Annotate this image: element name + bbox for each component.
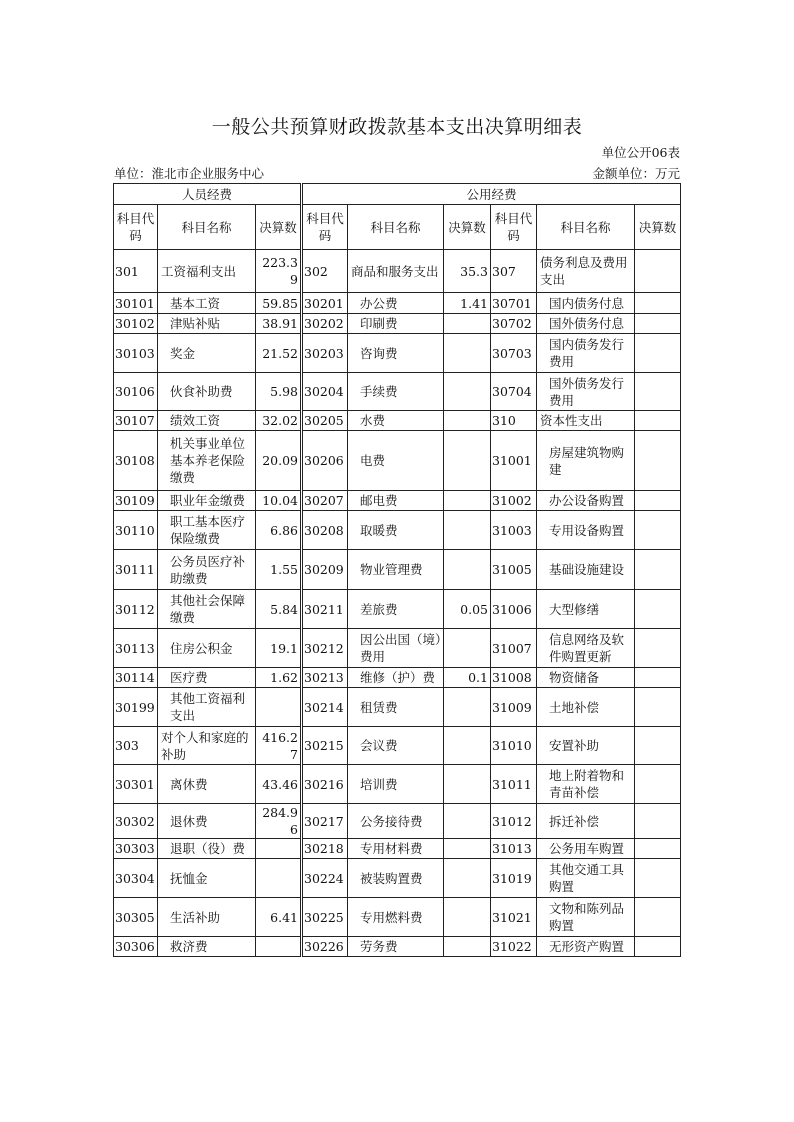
amount-cell: 1.55	[256, 550, 302, 590]
amount-cell	[635, 550, 681, 590]
code-cell: 30201	[302, 293, 348, 314]
amount-cell	[444, 727, 491, 765]
code-cell: 31002	[491, 491, 537, 511]
name-cell: 国外债务付息	[537, 314, 635, 334]
code-cell: 30217	[302, 804, 348, 839]
code-cell: 30114	[114, 668, 158, 688]
table-row	[114, 727, 681, 765]
amount-cell: 1.62	[256, 668, 302, 688]
amount-cell	[444, 491, 491, 511]
amount-cell	[635, 431, 681, 491]
header-code-2: 科目代码	[302, 205, 348, 250]
amount-cell	[444, 314, 491, 334]
code-cell: 301	[114, 250, 158, 293]
name-cell: 会议费	[348, 727, 444, 765]
code-cell: 31006	[491, 590, 537, 629]
name-cell: 劳务费	[348, 937, 444, 957]
amount-cell: 0.05	[444, 590, 491, 629]
budget-table	[113, 183, 681, 957]
code-cell: 31011	[491, 765, 537, 804]
name-cell: 无形资产购置	[537, 937, 635, 957]
amount-cell: 35.3	[444, 250, 491, 293]
code-cell: 30113	[114, 629, 158, 668]
amount-cell	[635, 293, 681, 314]
code-cell: 302	[302, 250, 348, 293]
amount-cell	[444, 937, 491, 957]
code-cell: 30205	[302, 411, 348, 431]
code-cell: 30701	[491, 293, 537, 314]
code-cell: 31010	[491, 727, 537, 765]
name-cell: 房屋建筑物购建	[537, 431, 635, 491]
amount-cell	[635, 314, 681, 334]
group-personnel: 人员经费	[114, 184, 302, 205]
table-row	[114, 293, 681, 314]
header-name-3: 科目名称	[537, 205, 635, 250]
name-cell: 印刷费	[348, 314, 444, 334]
name-cell: 物资储备	[537, 668, 635, 688]
name-cell: 退休费	[158, 804, 256, 839]
name-cell: 咨询费	[348, 334, 444, 373]
name-cell: 救济费	[158, 937, 256, 957]
code-cell: 30214	[302, 688, 348, 727]
name-cell: 电费	[348, 431, 444, 491]
name-cell: 租赁费	[348, 688, 444, 727]
amount-cell: 416.27	[256, 727, 302, 765]
amount-cell: 1.41	[444, 293, 491, 314]
code-cell: 30106	[114, 373, 158, 411]
code-cell: 30702	[491, 314, 537, 334]
amount-cell	[256, 839, 302, 859]
header-name-1: 科目名称	[158, 205, 256, 250]
amount-cell: 21.52	[256, 334, 302, 373]
table-row	[114, 411, 681, 431]
amount-cell	[635, 688, 681, 727]
table-row	[114, 590, 681, 629]
name-cell: 离休费	[158, 765, 256, 804]
amount-cell	[256, 859, 302, 898]
name-cell: 专用燃料费	[348, 898, 444, 937]
code-cell: 30199	[114, 688, 158, 727]
column-header-row	[114, 205, 681, 250]
code-cell: 30101	[114, 293, 158, 314]
code-cell: 30216	[302, 765, 348, 804]
code-cell: 30112	[114, 590, 158, 629]
name-cell: 邮电费	[348, 491, 444, 511]
amount-cell	[635, 629, 681, 668]
table-row	[114, 668, 681, 688]
code-cell: 31009	[491, 688, 537, 727]
code-cell: 31003	[491, 511, 537, 550]
name-cell: 其他社会保障缴费	[158, 590, 256, 629]
name-cell: 土地补偿	[537, 688, 635, 727]
code-cell: 310	[491, 411, 537, 431]
amount-cell: 43.46	[256, 765, 302, 804]
amount-cell	[256, 688, 302, 727]
name-cell: 大型修缮	[537, 590, 635, 629]
amount-cell	[635, 491, 681, 511]
name-cell: 国内债务发行费用	[537, 334, 635, 373]
table-row	[114, 550, 681, 590]
name-cell: 公务员医疗补助缴费	[158, 550, 256, 590]
code-cell: 30109	[114, 491, 158, 511]
amount-cell	[635, 804, 681, 839]
code-cell: 303	[114, 727, 158, 765]
code-cell: 30306	[114, 937, 158, 957]
table-row	[114, 859, 681, 898]
name-cell: 国内债务付息	[537, 293, 635, 314]
code-cell: 30704	[491, 373, 537, 411]
amount-cell	[444, 373, 491, 411]
amount-cell	[635, 839, 681, 859]
name-cell: 工资福利支出	[158, 250, 256, 293]
amount-cell: 38.91	[256, 314, 302, 334]
name-cell: 机关事业单位基本养老保险缴费	[158, 431, 256, 491]
amount-cell	[444, 898, 491, 937]
amount-cell: 0.1	[444, 668, 491, 688]
code-cell: 31022	[491, 937, 537, 957]
amount-cell	[635, 334, 681, 373]
code-cell: 30208	[302, 511, 348, 550]
code-cell: 30206	[302, 431, 348, 491]
table-row	[114, 937, 681, 957]
group-header-row	[114, 184, 681, 205]
name-cell: 公务用车购置	[537, 839, 635, 859]
code-cell: 31005	[491, 550, 537, 590]
header-amount-2: 决算数	[444, 205, 491, 250]
code-cell: 30304	[114, 859, 158, 898]
table-row	[114, 373, 681, 411]
amount-cell: 6.86	[256, 511, 302, 550]
unit-label: 单位：淮北市企业服务中心	[114, 166, 265, 181]
code-cell: 30305	[114, 898, 158, 937]
amount-cell: 20.09	[256, 431, 302, 491]
code-cell: 30213	[302, 668, 348, 688]
name-cell: 其他交通工具购置	[537, 859, 635, 898]
table-row	[114, 898, 681, 937]
name-cell: 办公费	[348, 293, 444, 314]
amount-cell	[444, 334, 491, 373]
code-cell: 30302	[114, 804, 158, 839]
header-code-1: 科目代码	[114, 205, 158, 250]
amount-cell	[444, 411, 491, 431]
header-amount-1: 决算数	[256, 205, 302, 250]
code-cell: 30703	[491, 334, 537, 373]
name-cell: 专用材料费	[348, 839, 444, 859]
amount-cell	[444, 629, 491, 668]
name-cell: 手续费	[348, 373, 444, 411]
amount-cell: 10.04	[256, 491, 302, 511]
name-cell: 信息网络及软件购置更新	[537, 629, 635, 668]
code-cell: 30225	[302, 898, 348, 937]
name-cell: 维修（护）费	[348, 668, 444, 688]
name-cell: 资本性支出	[537, 411, 635, 431]
name-cell: 物业管理费	[348, 550, 444, 590]
amount-cell	[635, 668, 681, 688]
name-cell: 水费	[348, 411, 444, 431]
name-cell: 取暖费	[348, 511, 444, 550]
amount-cell	[635, 859, 681, 898]
table-row	[114, 250, 681, 293]
amount-cell	[635, 590, 681, 629]
amount-cell	[635, 727, 681, 765]
name-cell: 退职（役）费	[158, 839, 256, 859]
amount-cell	[635, 937, 681, 957]
name-cell: 办公设备购置	[537, 491, 635, 511]
name-cell: 被装购置费	[348, 859, 444, 898]
amount-cell	[635, 511, 681, 550]
code-cell: 30211	[302, 590, 348, 629]
code-cell: 31021	[491, 898, 537, 937]
header-name-2: 科目名称	[348, 205, 444, 250]
code-cell: 30215	[302, 727, 348, 765]
table-row	[114, 334, 681, 373]
code-cell: 30107	[114, 411, 158, 431]
code-cell: 31007	[491, 629, 537, 668]
name-cell: 因公出国（境）费用	[348, 629, 444, 668]
name-cell: 商品和服务支出	[348, 250, 444, 293]
name-cell: 安置补助	[537, 727, 635, 765]
table-row	[114, 629, 681, 668]
table-row	[114, 314, 681, 334]
code-cell: 30103	[114, 334, 158, 373]
name-cell: 其他工资福利支出	[158, 688, 256, 727]
header-amount-3: 决算数	[635, 205, 681, 250]
name-cell: 奖金	[158, 334, 256, 373]
table-row	[114, 839, 681, 859]
code-cell: 30204	[302, 373, 348, 411]
name-cell: 文物和陈列品购置	[537, 898, 635, 937]
group-public: 公用经费	[302, 184, 681, 205]
code-cell: 30203	[302, 334, 348, 373]
money-unit-label: 金额单位：万元	[592, 166, 680, 181]
amount-cell	[444, 550, 491, 590]
name-cell: 伙食补助费	[158, 373, 256, 411]
name-cell: 津贴补贴	[158, 314, 256, 334]
table-row	[114, 491, 681, 511]
name-cell: 抚恤金	[158, 859, 256, 898]
amount-cell	[635, 898, 681, 937]
amount-cell	[256, 937, 302, 957]
amount-cell: 5.98	[256, 373, 302, 411]
name-cell: 拆迁补偿	[537, 804, 635, 839]
code-cell: 30110	[114, 511, 158, 550]
code-cell: 307	[491, 250, 537, 293]
amount-cell	[444, 804, 491, 839]
table-number: 单位公开06表	[601, 145, 680, 160]
code-cell: 30209	[302, 550, 348, 590]
amount-cell: 223.39	[256, 250, 302, 293]
table-row	[114, 431, 681, 491]
name-cell: 生活补助	[158, 898, 256, 937]
name-cell: 国外债务发行费用	[537, 373, 635, 411]
name-cell: 基础设施建设	[537, 550, 635, 590]
name-cell: 差旅费	[348, 590, 444, 629]
amount-cell: 59.85	[256, 293, 302, 314]
code-cell: 30218	[302, 839, 348, 859]
amount-cell	[444, 839, 491, 859]
table-row	[114, 688, 681, 727]
name-cell: 专用设备购置	[537, 511, 635, 550]
name-cell: 培训费	[348, 765, 444, 804]
page-title: 一般公共预算财政拨款基本支出决算明细表	[211, 116, 583, 138]
code-cell: 30202	[302, 314, 348, 334]
code-cell: 30111	[114, 550, 158, 590]
code-cell: 31001	[491, 431, 537, 491]
code-cell: 30212	[302, 629, 348, 668]
name-cell: 医疗费	[158, 668, 256, 688]
amount-cell	[444, 431, 491, 491]
name-cell: 基本工资	[158, 293, 256, 314]
amount-cell	[635, 250, 681, 293]
code-cell: 30108	[114, 431, 158, 491]
code-cell: 31008	[491, 668, 537, 688]
amount-cell	[444, 859, 491, 898]
code-cell: 30224	[302, 859, 348, 898]
name-cell: 地上附着物和青苗补偿	[537, 765, 635, 804]
code-cell: 31013	[491, 839, 537, 859]
table-row	[114, 765, 681, 804]
amount-cell: 19.1	[256, 629, 302, 668]
code-cell: 30303	[114, 839, 158, 859]
name-cell: 公务接待费	[348, 804, 444, 839]
amount-cell	[635, 373, 681, 411]
table-row	[114, 804, 681, 839]
amount-cell	[444, 765, 491, 804]
amount-cell	[444, 688, 491, 727]
name-cell: 职工基本医疗保险缴费	[158, 511, 256, 550]
amount-cell	[444, 511, 491, 550]
code-cell: 30207	[302, 491, 348, 511]
name-cell: 职业年金缴费	[158, 491, 256, 511]
name-cell: 住房公积金	[158, 629, 256, 668]
name-cell: 债务利息及费用支出	[537, 250, 635, 293]
name-cell: 绩效工资	[158, 411, 256, 431]
amount-cell	[635, 765, 681, 804]
amount-cell	[635, 411, 681, 431]
amount-cell: 284.96	[256, 804, 302, 839]
amount-cell: 5.84	[256, 590, 302, 629]
code-cell: 31019	[491, 859, 537, 898]
code-cell: 30226	[302, 937, 348, 957]
name-cell: 对个人和家庭的补助	[158, 727, 256, 765]
amount-cell: 6.41	[256, 898, 302, 937]
code-cell: 31012	[491, 804, 537, 839]
code-cell: 30301	[114, 765, 158, 804]
header-code-3: 科目代码	[491, 205, 537, 250]
amount-cell: 32.02	[256, 411, 302, 431]
table-row	[114, 511, 681, 550]
code-cell: 30102	[114, 314, 158, 334]
